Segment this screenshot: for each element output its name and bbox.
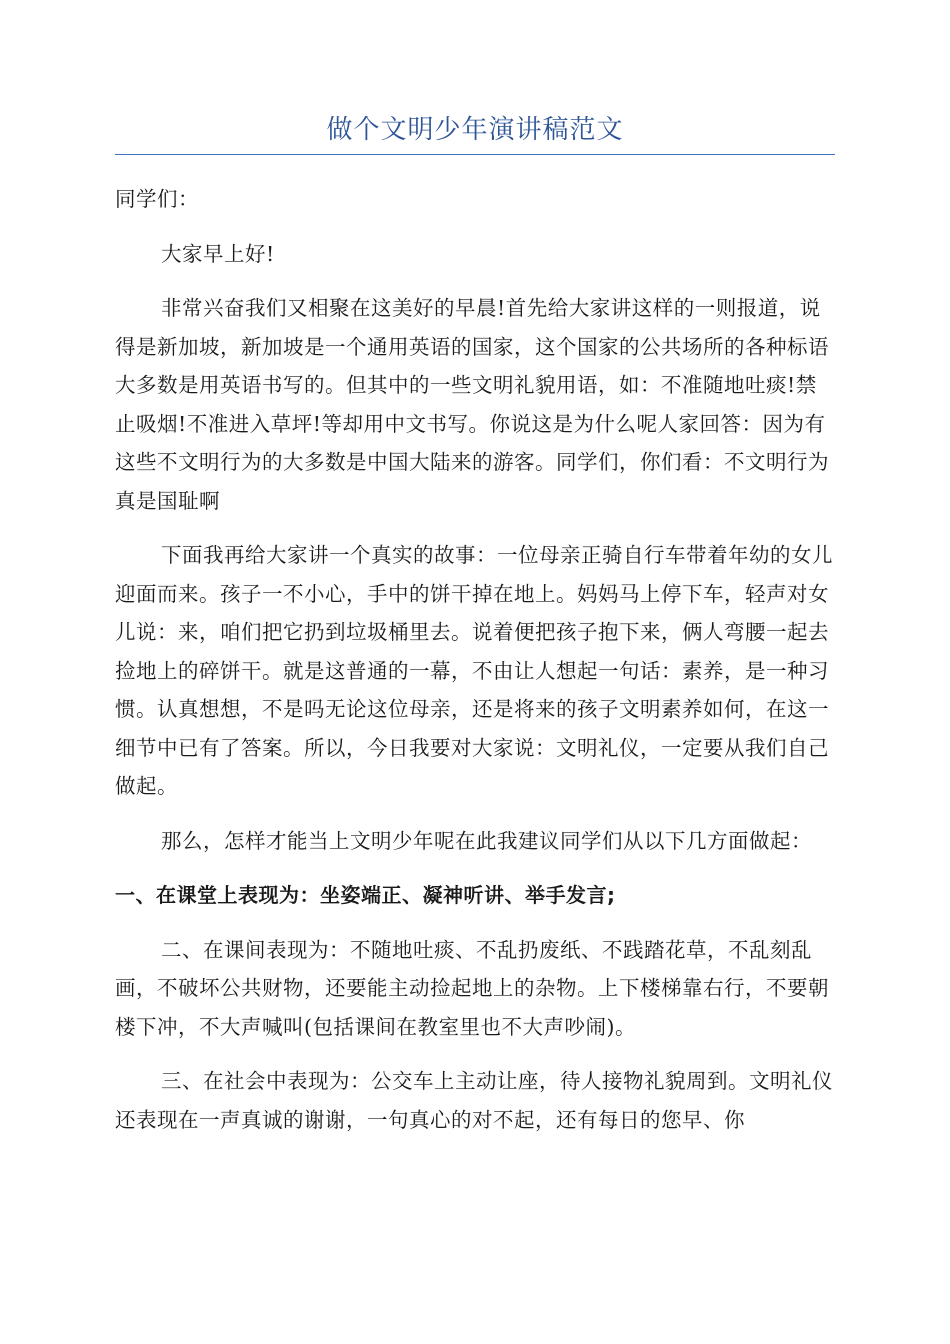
- title-underline: [115, 154, 835, 155]
- suggestion-intro-paragraph: 那么，怎样才能当上文明少年呢在此我建议同学们从以下几方面做起：: [161, 828, 812, 853]
- greeting-paragraph: 大家早上好!: [161, 241, 275, 266]
- point-one-heading: 一、在课堂上表现为：坐姿端正、凝神听讲、举手发言;: [115, 883, 616, 907]
- mother-story-paragraph: 下面我再给大家讲一个真实的故事：一位母亲正骑自行车带着年幼的女儿迎面而来。孩子一不小心，手中的饼干掉在地上。妈妈马上停下车，轻声对女儿说：来，咱们把它扔到垃圾桶里去。说着便把孩子抱下来，俩人弯腰一起去捡地上的碎饼干。就是这普通的一幕，不由让人想起一句话：素养，是一种习惯。认真想想，不是吗无论这位母亲，还是将来的孩子文明素养如何，在这一细节中已有了答案。所以，今日我要对大家说：文明礼仪，一定要从我们自己做起。: [115, 543, 833, 798]
- salutation-paragraph: 同学们：: [115, 187, 199, 211]
- document-title: 做个文明少年演讲稿范文: [326, 115, 624, 145]
- document-body: [115, 180, 835, 1139]
- point-three-paragraph: 三、在社会中表现为：公交车上主动让座，待人接物礼貌周到。文明礼仪还表现在一声真诚的谢谢，一句真心的对不起，还有每日的您早、你: [115, 1069, 833, 1132]
- singapore-story-paragraph: 非常兴奋我们又相聚在这美好的早晨!首先给大家讲这样的一则报道，说得是新加坡，新加坡是一个通用英语的国家，这个国家的公共场所的各种标语大多数是用英语书写的。但其中的一些文明礼貌用语，如：不准随地吐痰!禁止吸烟!不准进入草坪!等却用中文书写。你说这是为什么呢人家回答：因为有这些不文明行为的大多数是中国大陆来的游客。同学们，你们看：不文明行为真是国耻啊: [115, 296, 829, 513]
- point-two-paragraph: 二、在课间表现为：不随地吐痰、不乱扔废纸、不践踏花草，不乱刻乱画，不破坏公共财物，还要能主动捡起地上的杂物。上下楼梯靠右行，不要朝楼下冲，不大声喊叫(包括课间在教室里也不大声吵闹)。: [115, 937, 829, 1039]
